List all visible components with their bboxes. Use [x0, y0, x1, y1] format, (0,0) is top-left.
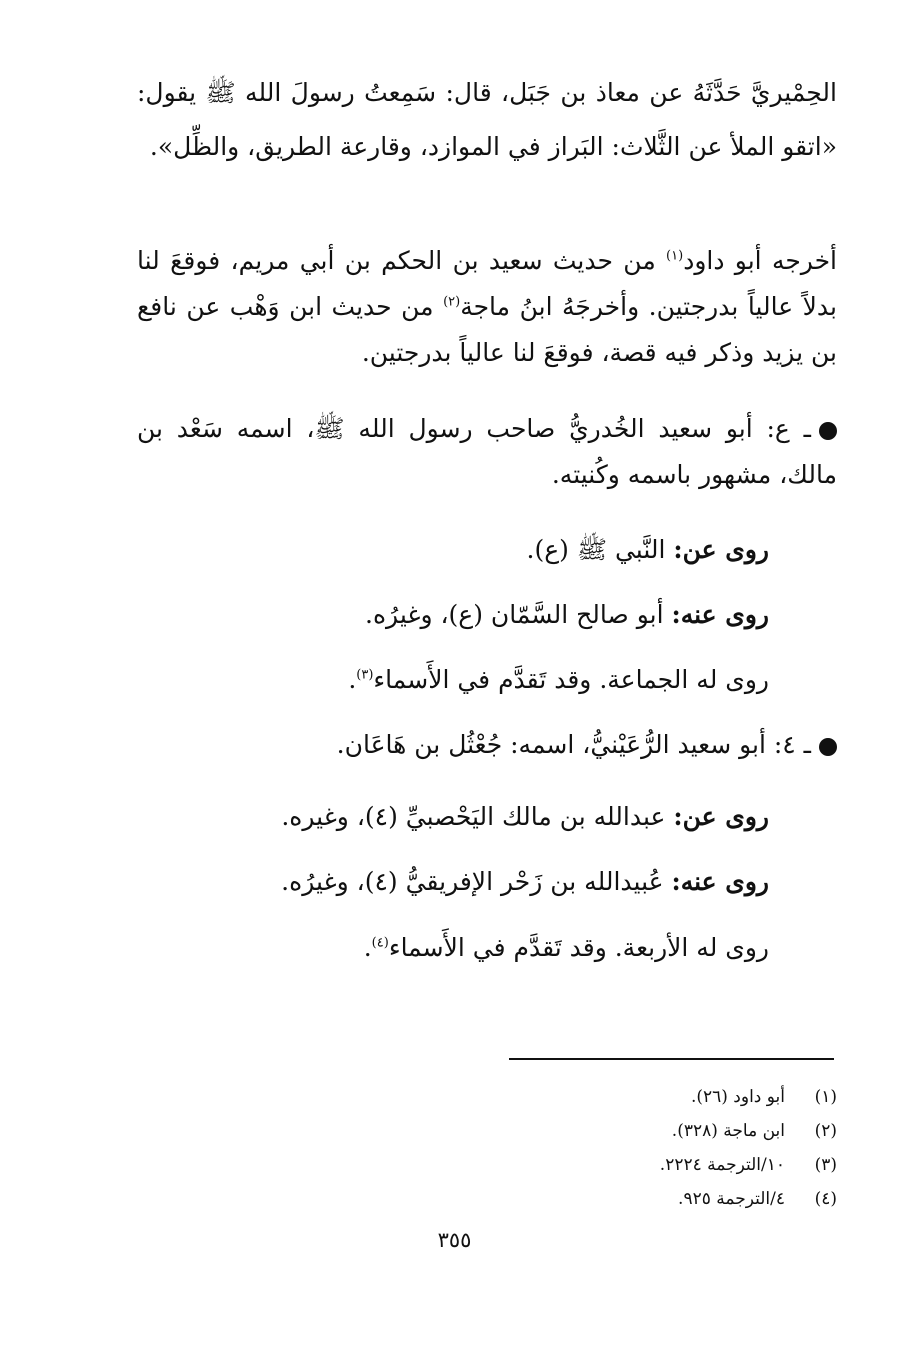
entry-1-rawa-lahu: [139, 660, 769, 700]
hadith-text: الحِمْيريَّ حَدَّثَهُ عن معاذ بن جَبَل، قال: سَمِعتُ رسولَ الله ﷺ يقول: «اتقو الملأ عن الثَّلاث: البَراز في الموازد، وقارعة الطريق، والظِّل».: [137, 78, 837, 161]
rawa-anhu-label: روى عنه:: [671, 600, 769, 629]
rawa-lahu-end: .: [348, 665, 357, 694]
takhrij-paragraph: [137, 238, 837, 376]
footnote-item: [337, 1182, 837, 1216]
bullet-icon: [819, 738, 837, 756]
rawa-an-label: روى عن:: [673, 535, 769, 564]
rawa-an-label: روى عن:: [673, 802, 769, 831]
footnote-item: [337, 1148, 837, 1182]
entry-2-rawa-lahu: [139, 928, 769, 968]
rawa-lahu-end: .: [363, 933, 372, 962]
entry-1-rawa-an: [139, 530, 769, 570]
footnote-number: (٢): [814, 1121, 837, 1141]
takhrij-part-3: من حديث ابن وَهْب عن نافع بن يزيد وذكر فيه قصة، فوقعَ لنا عالياً بدرجتين.: [137, 292, 837, 367]
footnotes: [337, 1080, 837, 1216]
footnote-item: [337, 1114, 837, 1148]
entry-abu-said-ruayni: [137, 722, 837, 768]
takhrij-part-1: أخرجه أبو داود: [683, 246, 837, 275]
rawa-an-value: النَّبي ﷺ (ع).: [526, 535, 674, 564]
rawa-lahu-text: روى له الجماعة. وقد تَقدَّم في الأَسماء: [373, 665, 769, 694]
footnote-number: (٣): [814, 1155, 837, 1175]
footnote-divider: [509, 1058, 834, 1060]
rawa-anhu-value: عُبيدالله بن زَحْر الإفريقيُّ (٤)، وغيرُه.: [281, 867, 672, 896]
footnote-text: ١٠/الترجمة ٢٢٢٤.: [659, 1155, 785, 1175]
entry-1-text: ـ ع: أبو سعيد الخُدريُّ صاحب رسول الله ﷺ، اسمه سَعْد بن مالك، مشهور باسمه وكُنيته.: [137, 414, 837, 489]
footnote-number: (٤): [814, 1189, 837, 1209]
rawa-an-value: عبدالله بن مالك اليَحْصبيِّ (٤)، وغيره.: [281, 802, 674, 831]
footnote-text: ٤/الترجمة ٩٢٥.: [678, 1189, 785, 1209]
footnote-ref-1: (١): [666, 248, 684, 264]
page-number: ٣٥٥: [437, 1228, 472, 1252]
entry-abu-said-khudri: [137, 406, 837, 498]
bullet-icon: [819, 422, 837, 440]
rawa-anhu-value: أبو صالح السَّمّان (ع)، وغيرُه.: [365, 600, 672, 629]
footnote-number: (١): [814, 1087, 837, 1107]
footnote-text: ابن ماجة (٣٢٨).: [671, 1121, 785, 1141]
footnote-ref-4: (٤): [371, 935, 389, 951]
entry-1-rawa-anhu: [139, 595, 769, 635]
footnote-item: [337, 1080, 837, 1114]
footnote-text: أبو داود (٢٦).: [690, 1087, 785, 1107]
footnote-ref-2: (٢): [443, 294, 461, 310]
rawa-lahu-text: روى له الأربعة. وقد تَقدَّم في الأَسماء: [388, 933, 769, 962]
rawa-anhu-label: روى عنه:: [671, 867, 769, 896]
entry-2-rawa-an: [139, 797, 769, 837]
footnote-ref-3: (٣): [356, 667, 374, 683]
entry-2-text: ـ ٤: أبو سعيد الرُّعَيْنيُّ، اسمه: جُعْثُل بن هَاعَان.: [336, 730, 811, 759]
takhrij-part-2: من حديث سعيد بن الحكم بن أبي مريم، فوقعَ لنا بدلاً عالياً بدرجتين. وأخرجَهُ ابنُ ماجة: [137, 246, 837, 321]
entry-2-rawa-anhu: [139, 862, 769, 902]
